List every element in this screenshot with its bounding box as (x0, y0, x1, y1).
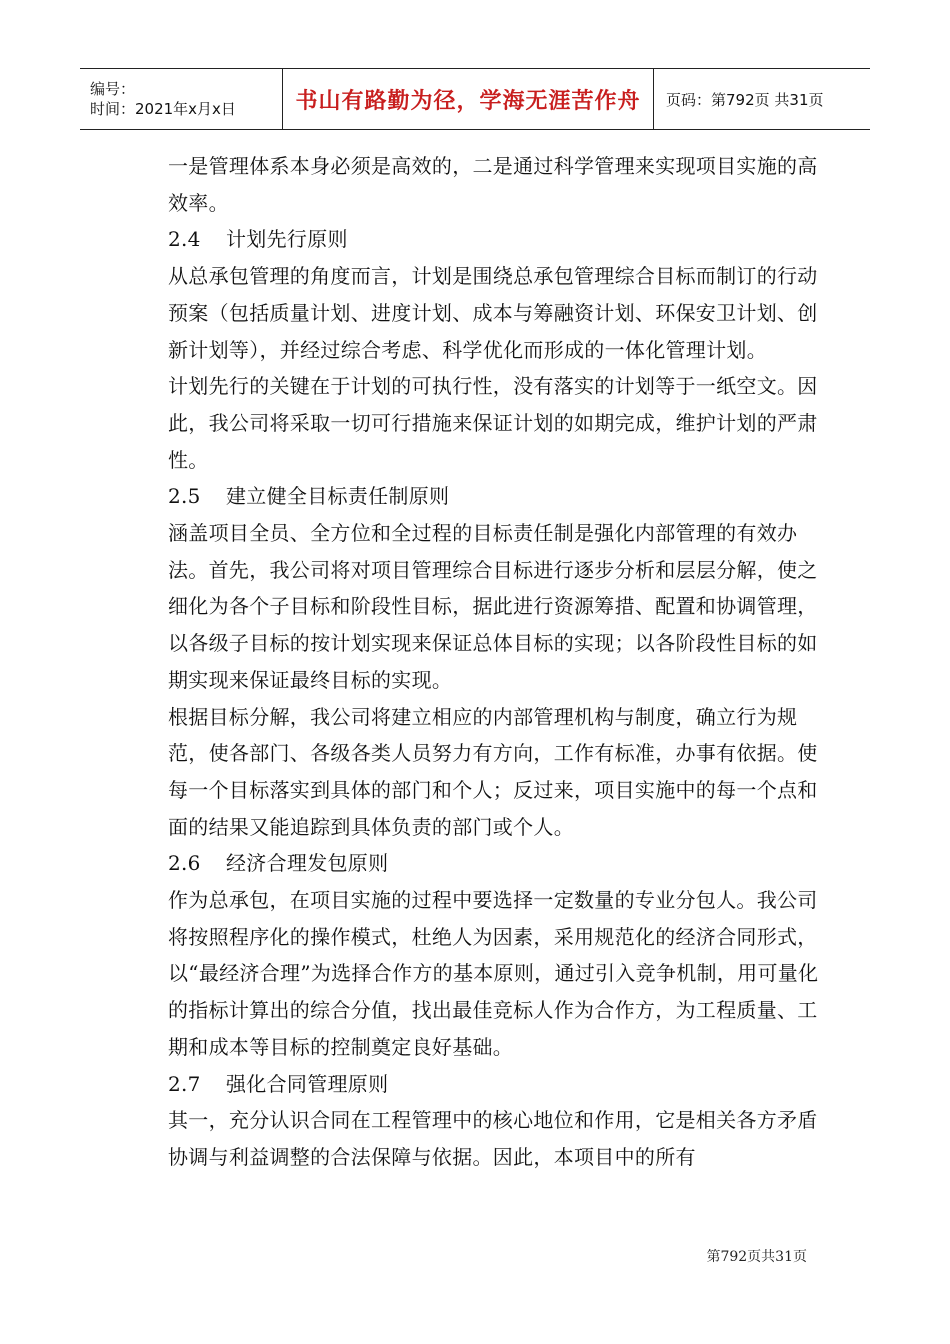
page-footer (706, 1246, 807, 1266)
section-title: 建立健全目标责任制原则 (226, 484, 450, 509)
section-heading-2-7 (168, 1066, 823, 1103)
paragraph: 计划先行的关键在于计划的可执行性，没有落实的计划等于一纸空文。因此，我公司将采取一切可行措施来保证计划的如期完成，维护计划的严肃性。 (168, 374, 818, 472)
paragraph: 作为总承包，在项目实施的过程中要选择一定数量的专业分包人。我公司将按照程序化的操作模式，杜绝人为因素，采用规范化的经济合同形式，以“最经济合理”为选择合作方的基本原则，通过引入竞争机制，用可量化的指标计算出的综合分值，找出最佳竞标人作为合作方，为工程质量、工期和成本等目标的控制奠定良好基础。 (168, 888, 819, 1059)
section-title: 经济合理发包原则 (226, 851, 389, 876)
section-heading-2-6 (168, 845, 823, 882)
serial-label: 编号： (90, 80, 136, 98)
page-code-text: 页码：第792页 共31页 (666, 90, 824, 109)
paragraph: 从总承包管理的角度而言，计划是围绕总承包管理综合目标而制订的行动预案（包括质量计划、进度计划、成本与筹融资计划、环保安卫计划、创新计划等），并经过综合考虑、科学优化而形成的一体化管理计划。 (168, 264, 818, 362)
header-motto (282, 69, 654, 129)
header-meta (80, 69, 282, 129)
page-header (80, 68, 870, 130)
document-body (168, 148, 823, 1176)
footer-page-number: 第792页共31页 (706, 1249, 807, 1265)
paragraph: 一是管理体系本身必须是高效的，二是通过科学管理来实现项目实施的高效率。 (168, 154, 818, 215)
paragraph: 涵盖项目全员、全方位和全过程的目标责任制是强化内部管理的有效办法。首先，我公司将对项目管理综合目标进行逐步分析和层层分解，使之细化为各个子目标和阶段性目标，据此进行资源筹措、配置和协调管理，以各级子目标的按计划实现来保证总体目标的实现；以各阶段性目标的如期实现来保证最终目标的实现。 (168, 521, 818, 692)
motto-text: 书山有路勤为径，学海无涯苦作舟 (295, 88, 641, 114)
section-title: 强化合同管理原则 (226, 1071, 389, 1096)
section-number: 2.5 (168, 484, 201, 509)
section-number: 2.6 (168, 851, 201, 876)
paragraph: 其一，充分认识合同在工程管理中的核心地位和作用，它是相关各方矛盾协调与利益调整的合法保障与依据。因此，本项目中的所有 (168, 1108, 818, 1169)
time-label: 时间：2021年x月x日 (90, 100, 236, 118)
section-heading-2-4 (168, 221, 823, 258)
header-page-code (654, 69, 870, 129)
section-heading-2-5 (168, 478, 823, 515)
paragraph: 根据目标分解，我公司将建立相应的内部管理机构与制度，确立行为规范，使各部门、各级各类人员努力有方向，工作有标准，办事有依据。使每一个目标落实到具体的部门和个人；反过来，项目实施中的每一个点和面的结果又能追踪到具体负责的部门或个人。 (168, 704, 818, 839)
section-title: 计划先行原则 (226, 227, 348, 252)
section-number: 2.7 (168, 1071, 201, 1096)
section-number: 2.4 (168, 227, 201, 252)
